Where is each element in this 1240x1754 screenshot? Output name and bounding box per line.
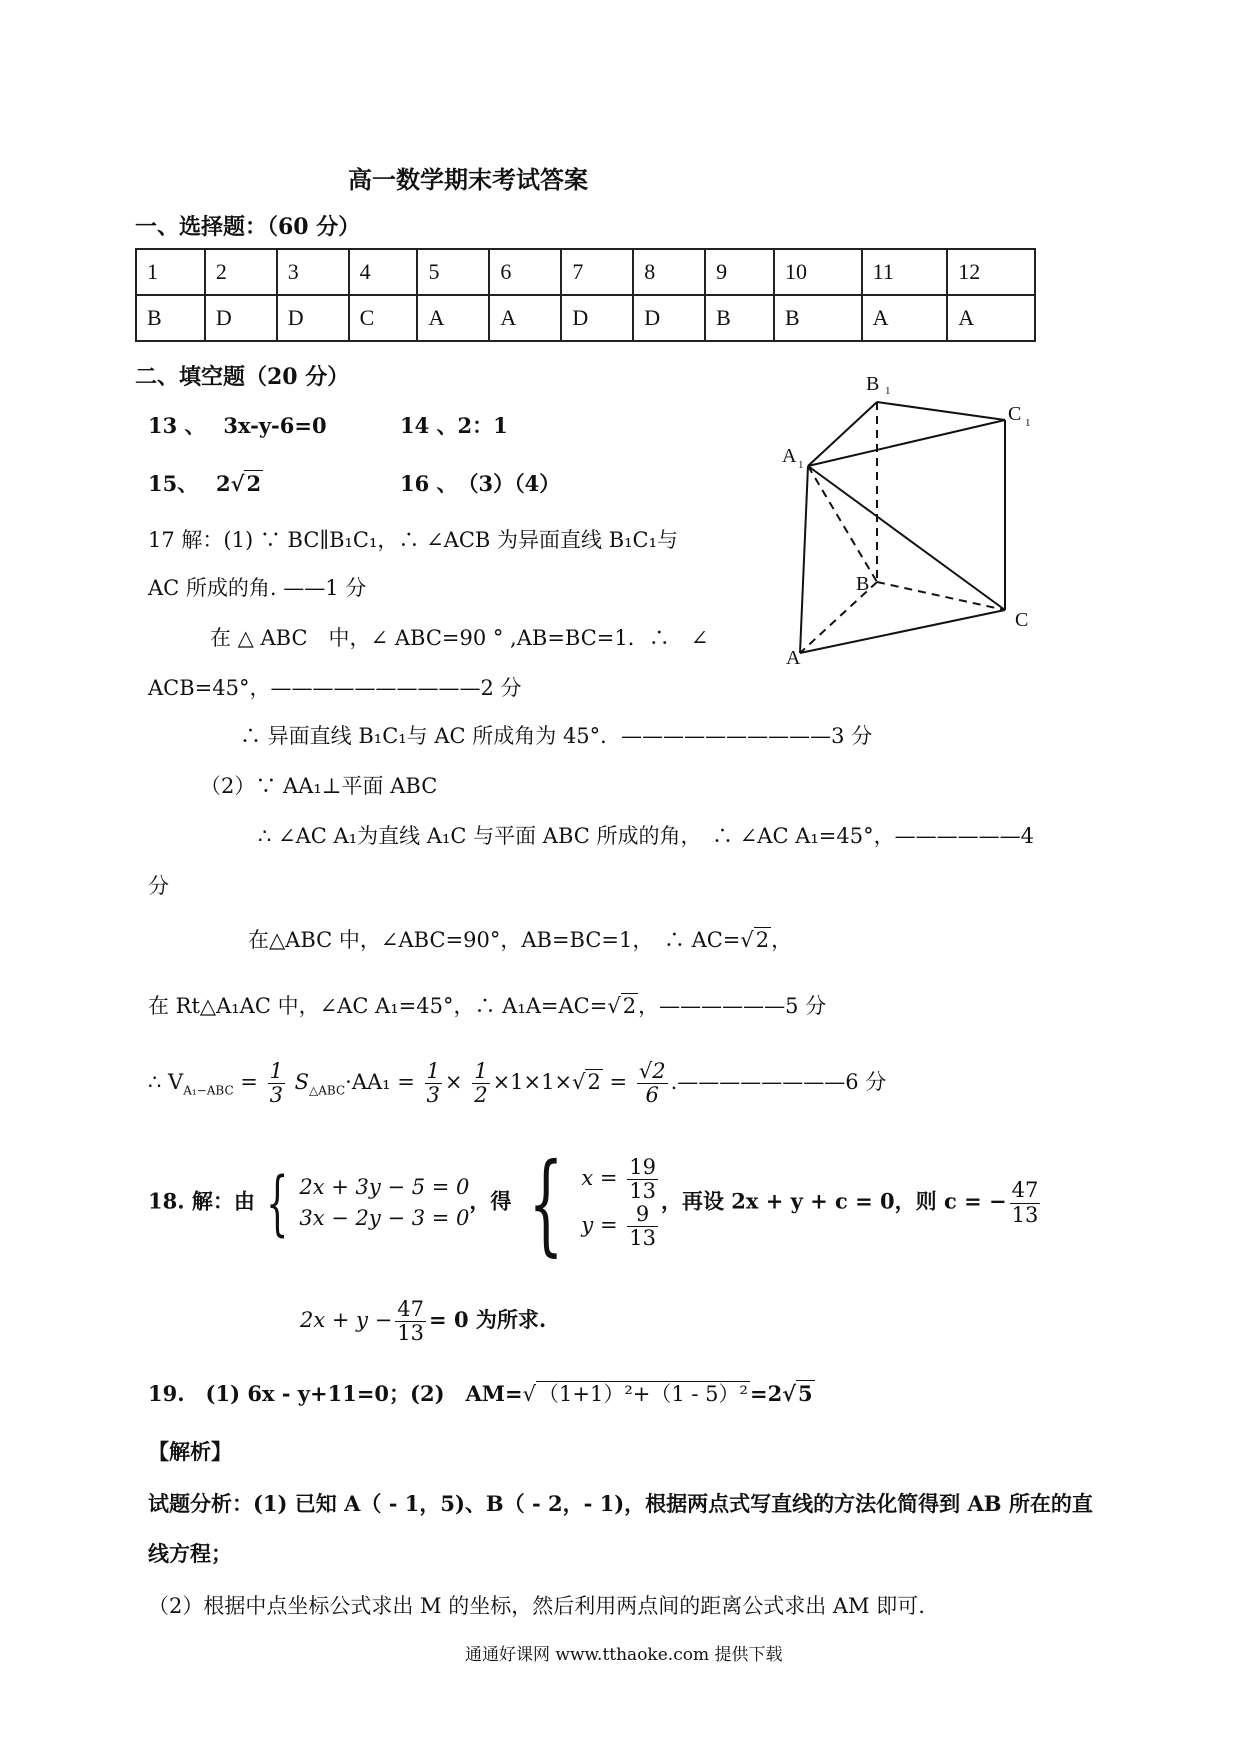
label-c: C [1015,609,1029,631]
answer-cell: B [136,295,205,341]
answer-cell: B [705,295,774,341]
label-b: B [856,573,870,595]
q18-final: 2x + y − $\frac{47}{13}$ = 0 为所求. [300,1297,547,1346]
q17-line-8: 分 [148,874,169,898]
label-c1: C [1008,403,1022,425]
edge-a1-a [800,466,808,653]
question-number-cell: 4 [349,249,418,295]
answer-14: 14 、2：1 [400,413,508,438]
q19-answer: 19. (1) 6x - y+11=0；(2) AM=√（1+1）²+（1 - 5）²=2√5 [148,1381,813,1406]
question-number-cell: 9 [705,249,774,295]
q17-line-5: ∴ 异面直线 B₁C₁与 AC 所成角为 45°．——————————3 分 [240,724,873,748]
label-a1: A [782,445,797,467]
answer-table-answer-row [136,295,1035,341]
q17-line-2: AC 所成的角. ——1 分 [148,576,367,600]
answer-cell: D [205,295,277,341]
answer-cell: B [774,295,862,341]
q17-line-10: 在 Rt△A₁AC 中，∠AC A₁=45°，∴ A₁A=AC=√2，——————5 分 [148,994,827,1018]
q17-line-3: 在 △ ABC 中，∠ ABC=90 ° ,AB=BC=1．∴ ∠ [210,626,709,650]
label-b1-sub: 1 [885,385,891,397]
q17-line-9: 在△ABC 中，∠ABC=90°，AB=BC=1， ∴ AC=√2， [248,928,793,952]
answer-16: 16 、 （3）（4） [400,471,561,496]
analysis-line-2: 线方程； [148,1541,232,1566]
section-fill-heading: 二、填空题（20 分） [135,364,350,390]
answer-15-label: 15、 2 [148,471,231,496]
analysis-line-1: 试题分析：(1) 已知 A（ - 1，5)、B（ - 2，- 1)，根据两点式写直线的方法化简得到 AB 所在的直 [148,1491,1093,1516]
answer-cell: A [862,295,948,341]
prism-figure [770,370,1050,670]
section-choice-heading: 一、选择题：（60 分） [135,214,361,240]
question-number-cell: 11 [862,249,948,295]
answer-cell: D [561,295,633,341]
q17-line-6: （2）∵ AA₁⊥平面 ABC [200,774,438,798]
q17-line-7: ∴ ∠AC A₁为直线 A₁C 与平面 ABC 所成的角， ∴ ∠AC A₁=45°，——————4 [258,824,1034,848]
answer-15 [148,468,263,498]
edge-a1-c1 [808,420,1005,466]
question-number-cell: 3 [277,249,349,295]
analysis-line-3: （2）根据中点坐标公式求出 M 的坐标，然后利用两点间的距离公式求出 AM 即可. [148,1594,925,1618]
answer-table [135,248,1036,342]
label-c1-sub: 1 [1025,417,1031,429]
footer-source: 通通好课网 www.tthaoke.com 提供下载 [465,1645,783,1665]
edge-a1-b1 [808,402,877,466]
label-a: A [786,647,801,669]
question-number-cell: 6 [489,249,561,295]
answer-cell: A [947,295,1035,341]
answer-cell: D [633,295,705,341]
label-b1: B [866,373,880,395]
answer-cell: C [349,295,418,341]
question-number-cell: 2 [205,249,277,295]
sqrt-2: √2 [230,471,262,496]
answer-13: 13 、 3x-y-6=0 [148,413,327,438]
edge-a-c [800,610,1005,653]
question-number-cell: 5 [417,249,489,295]
page-title: 高一数学期末考试答案 [348,165,588,194]
q18-solution: 18. 解：由 { 2x + 3y − 5 = 0 3x − 2y − 3 = 0，得 { x = $\frac{19}{13}$ y = $\frac{9}{13}$ ，再设 2x + y + c = 0，则 c = − $\frac{47}{13}$ [148,1139,1039,1267]
edge-a1-b [808,466,877,582]
question-number-cell: 8 [633,249,705,295]
answer-cell: A [489,295,561,341]
q17-line-1: 17 解：(1) ∵ BC∥B₁C₁，∴ ∠ACB 为异面直线 B₁C₁与 [148,528,679,552]
question-number-cell: 1 [136,249,205,295]
label-a1-sub: 1 [798,459,804,471]
question-number-cell: 7 [561,249,633,295]
question-number-cell: 10 [774,249,862,295]
q17-volume-formula: ∴ $V_{A_1-ABC}$ = $\frac{1}{3}$ $S_{\triangle ABC}\cdot AA_1$ = $\frac{1}{3}$ × $\frac{1}{2}$ ×1×1×√2 = $\frac{√2}{6}$ .————————6 分 [148,1059,887,1108]
answer-cell: D [277,295,349,341]
answer-cell: A [417,295,489,341]
q17-line-4: ACB=45°，——————————2 分 [148,676,522,700]
answer-table-number-row [136,249,1035,295]
question-number-cell: 12 [947,249,1035,295]
analysis-heading: 【解析】 [148,1439,232,1464]
edge-b1-c1 [877,402,1005,420]
